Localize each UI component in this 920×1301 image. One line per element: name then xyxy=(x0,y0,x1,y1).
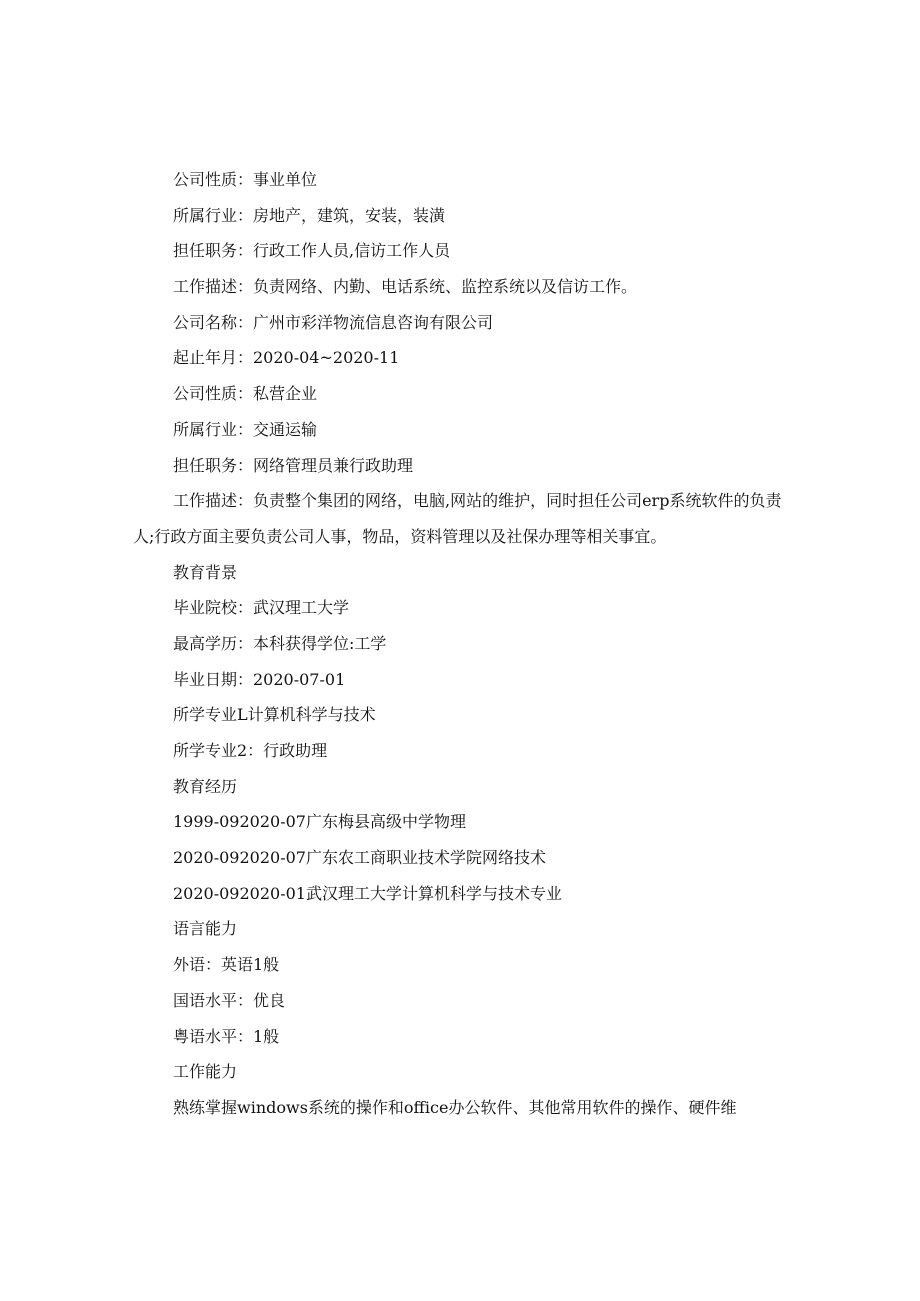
text-line: 起止年月：2020-04~2020-11 xyxy=(173,348,400,368)
text-line: 粤语水平：1般 xyxy=(173,1026,280,1046)
text-line: 公司性质：事业单位 xyxy=(173,170,318,189)
text-line: 公司名称：广州市彩洋物流信息咨询有限公司 xyxy=(173,312,494,332)
text-line: 担任职务：网络管理员兼行政助理 xyxy=(173,455,414,475)
section-heading-education: 教育背景 xyxy=(173,562,238,582)
text-line: 所学专业L计算机科学与技术 xyxy=(173,705,376,725)
text-line: 2020-092020-07广东农工商职业技术学院网络技术 xyxy=(173,848,546,868)
text-line: 担任职务：行政工作人员,信访工作人员 xyxy=(173,241,451,261)
work-description-paragraph: 工作描述：负责整个集团的网络，电脑,网站的维护，同时担任公司erp系统软件的负责人;行政方面主要负责公司人事，物品，资料管理以及社保办理等相关事宜。 xyxy=(133,491,782,546)
text-line: 所学专业2：行政助理 xyxy=(173,741,328,761)
text-line: 所属行业：交通运输 xyxy=(173,419,318,439)
text-line: 所属行业：房地产，建筑，安装，装潢 xyxy=(173,205,446,225)
section-heading-education-history: 教育经历 xyxy=(173,776,238,796)
text-line: 工作描述：负责网络、内勤、电话系统、监控系统以及信访工作。 xyxy=(173,277,638,297)
text-line: 最高学历：本科获得学位:工学 xyxy=(173,633,387,653)
text-line: 1999-092020-07广东梅县高级中学物理 xyxy=(173,812,466,832)
text-line: 外语：英语1般 xyxy=(173,955,280,975)
section-heading-work-ability: 工作能力 xyxy=(173,1062,238,1082)
text-line: 公司性质：私营企业 xyxy=(173,384,318,404)
text-line: 熟练掌握windows系统的操作和office办公软件、其他常用软件的操作、硬件维 xyxy=(173,1097,737,1117)
text-line: 2020-092020-01武汉理工大学计算机科学与技术专业 xyxy=(173,883,562,903)
section-heading-language: 语言能力 xyxy=(173,919,238,939)
document-body xyxy=(133,162,793,1126)
text-line: 毕业院校：武汉理工大学 xyxy=(173,598,350,618)
text-line: 毕业日期：2020-07-01 xyxy=(173,669,346,689)
text-line: 国语水平：优良 xyxy=(173,990,286,1010)
